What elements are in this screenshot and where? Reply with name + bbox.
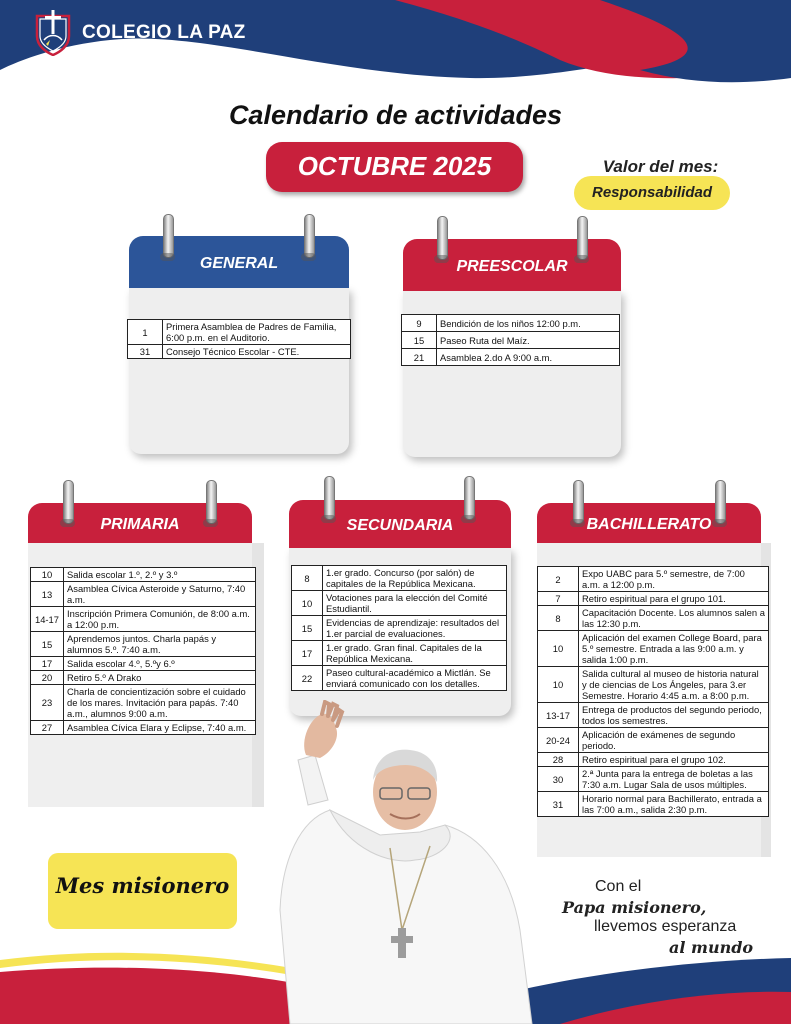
table-row: 22 Paseo cultural-académico a Mictlán. Se enviará comunicado con los detalles. <box>292 666 507 691</box>
page-title: Calendario de actividades <box>228 100 563 130</box>
school-logo <box>34 10 246 56</box>
table-row: 2 Expo UABC para 5.º semestre, de 7:00 a.m. a 12:00 p.m. <box>538 567 769 592</box>
table-row: 10 Votaciones para la elección del Comité Estudiantil. <box>292 591 507 616</box>
pope-photo <box>270 700 550 1024</box>
card-header-primaria: PRIMARIA <box>28 503 252 543</box>
primaria-events-table <box>30 567 256 735</box>
binder-ring <box>573 480 584 524</box>
table-row: 10 Salida cultural al museo de historia natural y de ciencias de Los Ángeles, para 3.er Semestre. Horario 4:45 a.m. a 8:00 p.m. <box>538 667 769 703</box>
card-header-preescolar: PREESCOLAR <box>403 239 621 291</box>
preescolar-events-table <box>401 314 620 366</box>
table-row: 27 Asamblea Cívica Elara y Eclipse, 7:40 a.m. <box>31 721 256 735</box>
secundaria-events-table <box>291 565 507 691</box>
card-header-secundaria: SECUNDARIA <box>289 500 511 548</box>
table-row: 10 Salida escolar 1.º, 2.º y 3.º <box>31 568 256 582</box>
table-row: 7 Retiro espiritual para el grupo 101. <box>538 592 769 606</box>
table-row: 15 Paseo Ruta del Maíz. <box>402 332 620 349</box>
slogan-line-2: Papa misionero, <box>562 898 707 917</box>
slogan-line-1: Con el <box>595 878 642 895</box>
card-header-general: GENERAL <box>129 236 349 288</box>
table-row: 21 Asamblea 2.do A 9:00 a.m. <box>402 349 620 366</box>
binder-ring <box>437 216 448 260</box>
valor-value: Responsabilidad <box>574 176 730 210</box>
table-row: 13 Asamblea Cívica Asteroide y Saturno, 7:40 a.m. <box>31 582 256 607</box>
table-row: 15 Aprendemos juntos. Charla papás y alumnos 5.º. 7:40 a.m. <box>31 632 256 657</box>
card-header-bachillerato: BACHILLERATO <box>537 503 761 543</box>
table-row: 8 1.er grado. Concurso (por salón) de capitales de la República Mexicana. <box>292 566 507 591</box>
table-row: 20 Retiro 5.º A Drako <box>31 671 256 685</box>
mes-misionero-label: Mes misionero <box>55 873 230 898</box>
binder-ring <box>304 214 315 258</box>
binder-ring <box>206 480 217 524</box>
table-row: 14-17 Inscripción Primera Comunión, de 8:00 a.m. a 12:00 p.m. <box>31 607 256 632</box>
table-row: 20-24 Aplicación de exámenes de segundo periodo. <box>538 728 769 753</box>
general-events-table <box>127 319 351 359</box>
school-name: COLEGIO LA PAZ <box>82 22 246 43</box>
slogan-line-4: al mundo <box>669 938 754 957</box>
month-badge: OCTUBRE 2025 <box>266 142 523 192</box>
binder-ring <box>163 214 174 258</box>
table-row: 1 Primera Asamblea de Padres de Familia, 6:00 p.m. en el Auditorio. <box>128 320 351 345</box>
binder-ring <box>715 480 726 524</box>
table-row: 9 Bendición de los niños 12:00 p.m. <box>402 315 620 332</box>
table-row: 31 Consejo Técnico Escolar - CTE. <box>128 345 351 359</box>
table-row: 28 Retiro espiritual para el grupo 102. <box>538 753 769 767</box>
table-row: 10 Aplicación del examen College Board, para 5.º semestre. Entrada a las 9:00 a.m. y salida 1:00 p.m. <box>538 631 769 667</box>
table-row: 15 Evidencias de aprendizaje: resultados del 1.er parcial de evaluaciones. <box>292 616 507 641</box>
table-row: 13-17 Entrega de productos del segundo periodo, todos los semestres. <box>538 703 769 728</box>
table-row: 8 Capacitación Docente. Los alumnos salen a las 12:30 p.m. <box>538 606 769 631</box>
valor-label: Valor del mes: <box>602 157 719 176</box>
binder-ring <box>577 216 588 260</box>
binder-ring <box>464 476 475 520</box>
table-row: 17 Salida escolar 4.º, 5.ºy 6.º <box>31 657 256 671</box>
binder-ring <box>63 480 74 524</box>
slogan-line-3: llevemos esperanza <box>594 918 737 935</box>
table-row: 17 1.er grado. Gran final. Capitales de la República Mexicana. <box>292 641 507 666</box>
shield-icon <box>34 10 72 56</box>
binder-ring <box>324 476 335 520</box>
table-row: 30 2.ª Junta para la entrega de boletas a las 7:30 a.m. Lugar Sala de usos múltiples. <box>538 767 769 792</box>
table-row: 23 Charla de concientización sobre el cuidado de los mares. Invitación para papás. 7:40 a.m., alumnos 9:00 a.m. <box>31 685 256 721</box>
bachillerato-events-table <box>537 566 769 817</box>
table-row: 31 Horario normal para Bachillerato, entrada a las 7:00 a.m., salida 2:30 p.m. <box>538 792 769 817</box>
